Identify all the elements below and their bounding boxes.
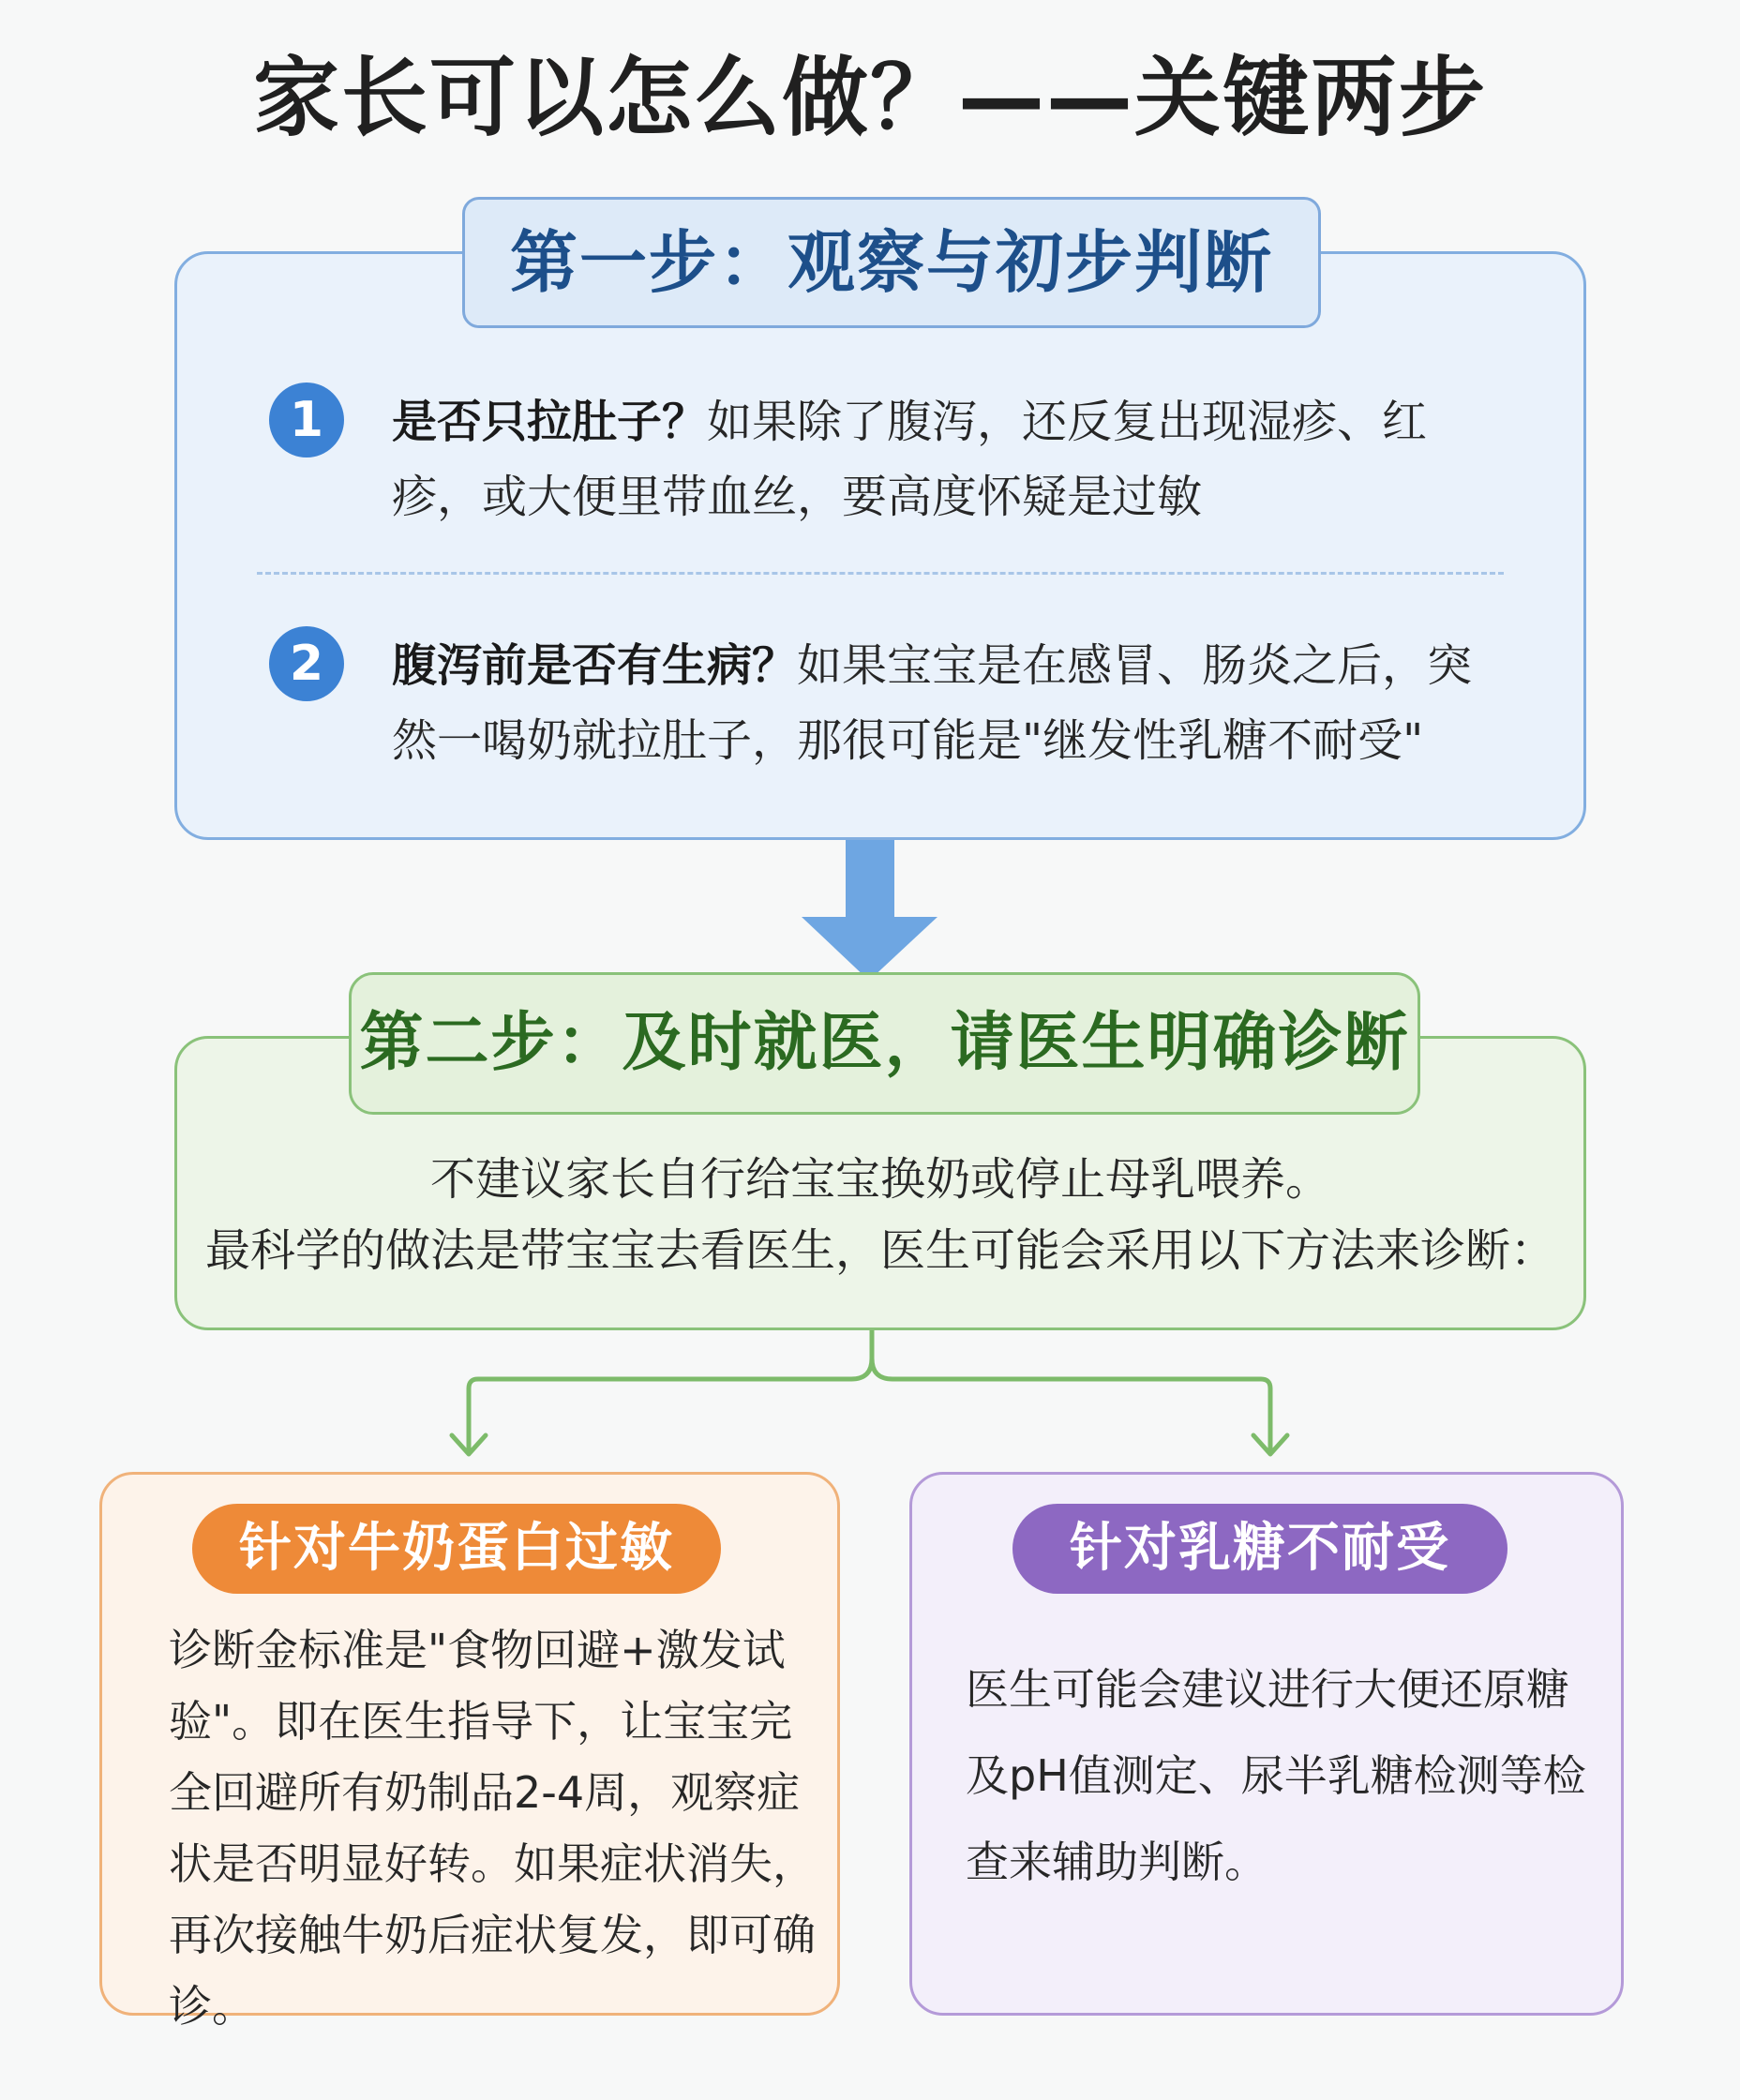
step1-item-2-number-badge: 2 — [269, 626, 344, 701]
step1-item-2 — [392, 628, 1517, 778]
step2-line-1: 不建议家长自行给宝宝换奶或停止母乳喂养。 — [429, 1153, 1330, 1206]
step2-header: 第二步：及时就医，请医生明确诊断 — [349, 972, 1420, 1115]
branch-connector — [412, 1330, 1341, 1462]
step1-header: 第一步：观察与初步判断 — [462, 197, 1321, 328]
down-arrow-icon — [802, 840, 938, 981]
dashed-divider — [257, 572, 1504, 575]
step2-line-2: 最科学的做法是带宝宝去看医生，医生可能会采用以下方法来诊断： — [204, 1224, 1555, 1277]
lactose-intolerance-text: 医生可能会建议进行大便还原糖及pH值测定、尿半乳糖检测等检查来辅助判断。 — [966, 1664, 1586, 1887]
milk-protein-allergy-text: 诊断金标准是"食物回避+激发试验"。即在医生指导下，让宝宝完全回避所有奶制品2-4周，观察症状是否明显好转。如果症状消失，再次接触牛奶后症状复发，即可确诊。 — [169, 1625, 816, 2032]
step1-item-1 — [392, 384, 1517, 534]
step1-item-2-text: 如果宝宝是在感冒、肠炎之后，突然一喝奶就拉肚子，那很可能是"继发性乳糖不耐受" — [392, 639, 1473, 767]
page-title: 家长可以怎么做？——关键两步 — [252, 48, 1487, 148]
step1-item-1-text: 如果除了腹泻，还反复出现湿疹、红疹，或大便里带血丝，要高度怀疑是过敏 — [392, 396, 1428, 523]
step1-item-1-question: 是否只拉肚子？ — [392, 396, 708, 448]
step1-item-1-number-badge: 1 — [269, 382, 344, 458]
milk-protein-allergy-title: 针对牛奶蛋白过敏 — [192, 1504, 721, 1594]
lactose-intolerance-title: 针对乳糖不耐受 — [1012, 1504, 1508, 1594]
step1-item-2-question: 腹泻前是否有生病？ — [392, 639, 798, 692]
